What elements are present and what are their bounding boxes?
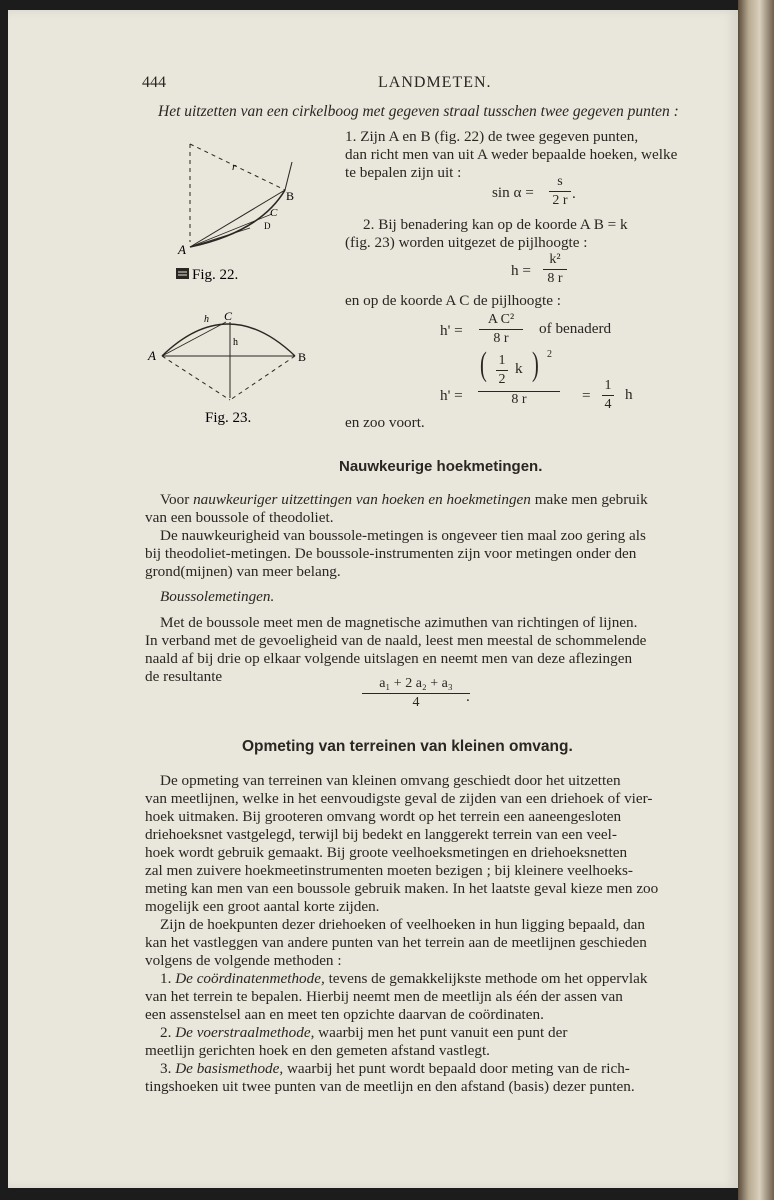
method1-name: De coördinatenmethode, bbox=[175, 970, 325, 987]
figure-22-diagram bbox=[190, 144, 295, 247]
arc-step2-line1: 2. Bij benadering kan op de koorde A B = k bbox=[363, 216, 628, 233]
formula-k: k bbox=[515, 360, 523, 377]
survey-line5: hoek wordt gebruik gemaakt. Bij groote veelhoeksmetingen en driehoeksnetten bbox=[145, 844, 628, 861]
fig22-caption: Fig. 22. bbox=[192, 267, 239, 283]
precise-p1-post: make men gebruik bbox=[530, 491, 648, 508]
figures-22-23 bbox=[148, 132, 340, 432]
formula-half-num: 1 bbox=[498, 353, 506, 368]
survey-line1: De opmeting van terreinen van kleinen omvang geschiedt door het uitzetten bbox=[160, 772, 621, 789]
method3-line2: tingshoeken uit twee punten van de meetlijn en den afstand (basis) dezer punten. bbox=[145, 1078, 635, 1095]
section-precise-angle-title: Nauwkeurige hoekmetingen. bbox=[339, 458, 543, 475]
fig23-label-b: B bbox=[298, 350, 307, 364]
formula-resultant-period: . bbox=[466, 688, 470, 705]
page-number: 444 bbox=[142, 74, 166, 91]
precise-p1-line2: van een boussole of theodoliet. bbox=[145, 509, 334, 526]
boussole-line2: In verband met de gevoeligheid van de naald, leest men meestal de schommelende bbox=[145, 632, 647, 649]
method2-name: De voerstraalmethode, bbox=[175, 1024, 315, 1041]
method1-number: 1. bbox=[160, 970, 172, 987]
method2-rest: waarbij men het punt vanuit een punt der bbox=[314, 1024, 568, 1041]
arc-step1-line1: 1. Zijn A en B (fig. 22) de twee gegeven punten, bbox=[345, 128, 639, 145]
boussole-line3: naald af bij drie op elkaar volgende uitslagen en neemt men van deze aflezingen bbox=[145, 650, 633, 667]
formula-h-lhs: h = bbox=[511, 262, 531, 279]
boussole-line4: de resultante bbox=[145, 668, 223, 685]
method3-number: 3. bbox=[160, 1060, 172, 1077]
fig22-label-r: r bbox=[232, 161, 237, 173]
precise-p2-line3: grond(mijnen) van meer belang. bbox=[145, 563, 341, 580]
formula-hprime-fraction bbox=[479, 312, 523, 347]
book-icon bbox=[176, 268, 189, 279]
formula-hprime-lhs: h' = bbox=[440, 322, 463, 339]
method1-rest: tevens de gemakkelijkste methode om het oppervlak bbox=[324, 970, 648, 987]
fig22-label-b: B bbox=[286, 189, 295, 203]
formula-sin-numerator: s bbox=[557, 174, 563, 189]
formula-resultant-numerator: a₁ + 2 a₂ + a₃ bbox=[379, 676, 453, 691]
survey-line7: meting kan men van een boussole gebruik maken. In het laatste geval kieze men zoo bbox=[145, 880, 659, 897]
method2-line1 bbox=[160, 1024, 567, 1042]
precise-p1-italic: nauwkeuriger uitzettingen van hoeken en hoekmetingen bbox=[193, 491, 531, 508]
formula-h-fraction bbox=[543, 252, 567, 287]
survey-line10: kan het vastleggen van andere punten van het terrein aan de meetlijnen geschieden bbox=[145, 934, 647, 951]
subheading-boussole: Boussolemetingen. bbox=[160, 588, 275, 605]
formula-resultant bbox=[362, 676, 470, 711]
book-spine-edge bbox=[738, 0, 774, 1200]
method3-name: De basismethode, bbox=[175, 1060, 284, 1077]
formula-h-denominator: 8 r bbox=[547, 271, 563, 286]
precise-p2-line1: De nauwkeurigheid van boussole-metingen is ongeveer tien maal zoo gering als bbox=[160, 527, 646, 544]
survey-line2: van meetlijnen, welke in het eenvoudigste geval de zijden van een driehoek of vier- bbox=[145, 790, 653, 807]
method2-number: 2. bbox=[160, 1024, 172, 1041]
survey-line8: mogelijk een groot aantal korte zijden. bbox=[145, 898, 380, 915]
fig22-label-d: D bbox=[264, 221, 271, 231]
running-title: LANDMETEN. bbox=[378, 74, 492, 91]
formula-sin-denominator: 2 r bbox=[552, 193, 568, 208]
method2-line2: meetlijn gerichten hoek en den gemeten afstand vastlegt. bbox=[145, 1042, 490, 1059]
formula-sin-lhs: sin α = bbox=[492, 184, 534, 201]
fig23-label-c: C bbox=[224, 309, 233, 323]
fig23-label-h: h bbox=[233, 337, 238, 348]
section-survey-title: Opmeting van terreinen van kleinen omvang. bbox=[242, 738, 573, 755]
fig23-label-a: A bbox=[148, 348, 156, 363]
formula-quarter-den: 4 bbox=[604, 397, 612, 412]
formula-sin-fraction bbox=[549, 174, 571, 209]
survey-line4: driehoeksnet vastgelegd, terwijl bij bedekt en langgerekt terrein van een veel- bbox=[145, 826, 617, 843]
formula-hprime-tail: of benaderd bbox=[539, 320, 612, 337]
formula-square: 2 bbox=[547, 349, 552, 360]
arc-step1-line3: te bepalen zijn uit : bbox=[345, 164, 462, 181]
fig23-label-h-prime: h bbox=[204, 314, 209, 325]
formula-hprime2-lhs: h' = bbox=[440, 387, 463, 404]
method1-line1 bbox=[160, 970, 647, 988]
method3-line1 bbox=[160, 1060, 630, 1078]
precise-p2-line2: bij theodoliet-metingen. De boussole-instrumenten zijn voor metingen onder den bbox=[145, 545, 637, 562]
survey-line3: hoek uitmaken. Bij grooteren omvang wordt op het terrein een aaneengesloten bbox=[145, 808, 622, 825]
method1-line2: van het terrein te bepalen. Hierbij neemt men de meetlijn als één der assen van bbox=[145, 988, 623, 1005]
formula-quarter-num: 1 bbox=[604, 378, 612, 393]
survey-line9: Zijn de hoekpunten dezer driehoeken of veelhoeken in hun ligging bepaald, dan bbox=[160, 916, 645, 933]
survey-line6: zal men zuivere hoekmeetinstrumenten moeten bezigen ; bij kleinere veelhoeks- bbox=[145, 862, 633, 879]
fig22-label-c: C bbox=[270, 207, 278, 219]
survey-line11: volgens de volgende methoden : bbox=[145, 952, 342, 969]
method1-line3: een assenstelsel aan en meet ten opzichte daarvan de coördinaten. bbox=[145, 1006, 544, 1023]
fig23-caption: Fig. 23. bbox=[205, 410, 252, 426]
formula-hprime2-denominator: 8 r bbox=[511, 392, 527, 407]
arc-step1-line2: dan richt men van uit A weder bepaalde hoeken, welke bbox=[345, 146, 678, 163]
fig22-label-a: A bbox=[178, 242, 186, 257]
precise-p1-line1 bbox=[160, 491, 648, 509]
formula-hprime2-fraction: ( 1 2 k ) 2 8 r bbox=[478, 349, 560, 409]
arc-step4-line: en zoo voort. bbox=[345, 414, 425, 431]
formula-equals: = bbox=[582, 387, 591, 404]
formula-resultant-denominator: 4 bbox=[412, 695, 420, 710]
arc-step2-line2: (fig. 23) worden uitgezet de pijlhoogte : bbox=[345, 234, 588, 251]
section-arc-title: Het uitzetten van een cirkelboog met gegeven straal tusschen twee gegeven punten : bbox=[158, 103, 679, 120]
formula-quarter bbox=[602, 378, 614, 413]
formula-h: h bbox=[625, 386, 633, 403]
formula-h-numerator: k² bbox=[549, 252, 561, 267]
arc-step3-line: en op de koorde A C de pijlhoogte : bbox=[345, 292, 561, 309]
formula-hprime-numerator: A C² bbox=[487, 312, 515, 327]
figure-23-diagram bbox=[162, 322, 295, 400]
formula-half bbox=[496, 353, 508, 388]
boussole-line1: Met de boussole meet men de magnetische azimuthen van richtingen of lijnen. bbox=[160, 614, 638, 631]
method3-rest: waarbij het punt wordt bepaald door meting van de rich- bbox=[283, 1060, 630, 1077]
formula-sin-period: . bbox=[572, 185, 576, 202]
formula-hprime-denominator: 8 r bbox=[493, 331, 509, 346]
formula-half-den: 2 bbox=[498, 372, 506, 387]
precise-p1-pre: Voor bbox=[160, 491, 194, 508]
